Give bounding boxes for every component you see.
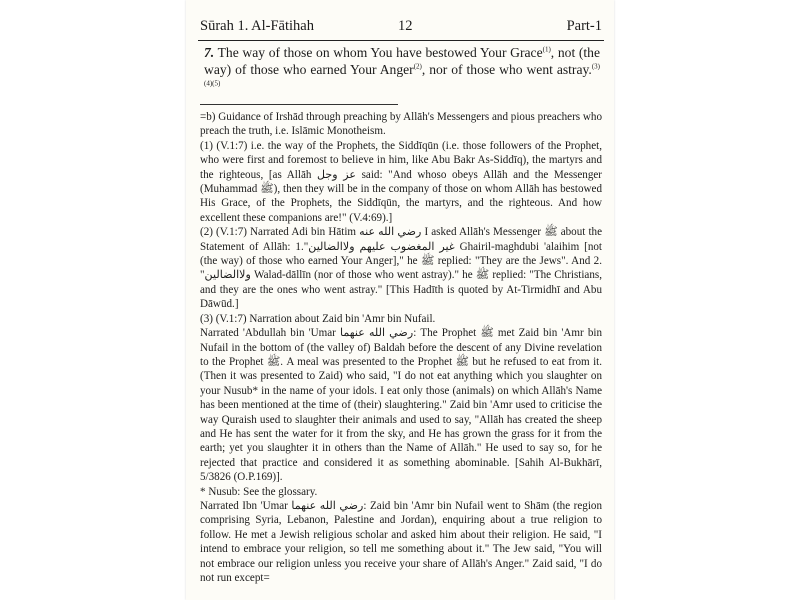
page-header — [198, 14, 604, 41]
footnotes — [200, 110, 602, 585]
footnote-separator — [200, 104, 398, 105]
footnote-continuation: =b) Guidance of Irshād through preaching by Allāh's Messengers and pious preachers who preach the truth, i.e. Islāmic Monotheism. — [200, 111, 602, 138]
footnote-ref-2: (2) — [413, 62, 422, 71]
nusub-note: * Nusub: See the glossary. — [200, 485, 318, 498]
page-number: 12 — [398, 18, 413, 34]
verse-part-2: , not (the way) of those who earned Your Anger — [204, 45, 601, 77]
narration-abdullah: Narrated 'Abdullah bin 'Umar رضي الله عنهما: The Prophet ﷺ met Zaid bin 'Amr bin Nufail in the bottom of (the valley of) Baldah before the descent of any Divine revelation to the Prophet ﷺ. A meal was presented to the Prophet ﷺ but he refused to eat from it. (Then it was presented to Zaid) who said, "I do not eat anything which you slaughter on your Nusub* in the name of your idols. I eat only those (animals) on which Allāh's Name has been mentioned at the time of (their) slaughtering." Zaid bin 'Amr used to criticise the way Quraish used to slaughter their animals and used to say, "Allāh has created the sheep and He has sent the water for it from the sky, and He has grown the grass for it from the earth; yet you slaughter it in others than the Name of Allāh." He used to say so, for he rejected that practice and considered it as something abominable. [Sahih Al-Bukhārī, 5/3826 (O.P.169)]. — [200, 327, 603, 484]
narration-ibn-umar: Narrated Ibn 'Umar رضي الله عنهما: Zaid bin 'Amr bin Nufail went to Shām (the region comprising Syria, Lebanon, Palestine and Jordan), enquiring about a true religion to follow. He met a Jewish religious scholar and asked him about their religion. He said, "I intend to embrace your religion, so tell me something about it." The Jew said, "You will not embrace our religion unless you receive your share of Allāh's Anger." Zaid said, "I do not run except= — [200, 499, 603, 584]
footnote-ref-3: (3)(4)(5) — [204, 62, 600, 88]
footnote-1: (1) (V.1:7) i.e. the way of the Prophets, the Siddīqūn (i.e. those followers of the Prophet, who were first and foremost to believe in him, like Abu Bakr As-Siddīq), the martyrs and the righteous, [as Allāh عز وجل said: "And whoso obeys Allāh and the Messenger (Muhammad ﷺ), then they will be in the company of those on whom Allāh has bestowed His Grace, of the Prophets, the Siddīqūn, the martyrs, and the righteous. And how excellent these companions are!" (V.4:69).] — [200, 139, 602, 224]
verse-part-1: The way of those on whom You have bestowed Your Grace — [214, 45, 543, 60]
verse-text — [204, 44, 600, 95]
footnote-2: (2) (V.1:7) Narrated Adi bin Hātim رضي الله عنه I asked Allāh's Messenger ﷺ about the Statement of Allāh: 1."غير المغضوب عليهم ولاالضالين Ghairil-maghdubi 'alaihim [not (the way) of those who earned Your Anger]," he ﷺ replied: "They are the Jews". And 2. "ولاالضالين Walad-dāllīn (nor of those who went astray)." he ﷺ replied: "The Christians, and they are the ones who went astray." [This Hadīth is quoted by At-Tirmidhī and Abu Dāwūd.] — [200, 226, 602, 311]
verse-part-3: , nor of those who went astray. — [421, 62, 592, 77]
footnote-3: (3) (V.1:7) Narration about Zaid bin 'Amr bin Nufail. — [200, 312, 436, 325]
part-label: Part-1 — [566, 18, 602, 34]
surah-title: Sūrah 1. Al-Fātihah — [200, 18, 314, 34]
footnote-ref-1: (1) — [542, 45, 551, 54]
book-page — [186, 0, 614, 600]
verse-number: 7. — [204, 45, 215, 60]
